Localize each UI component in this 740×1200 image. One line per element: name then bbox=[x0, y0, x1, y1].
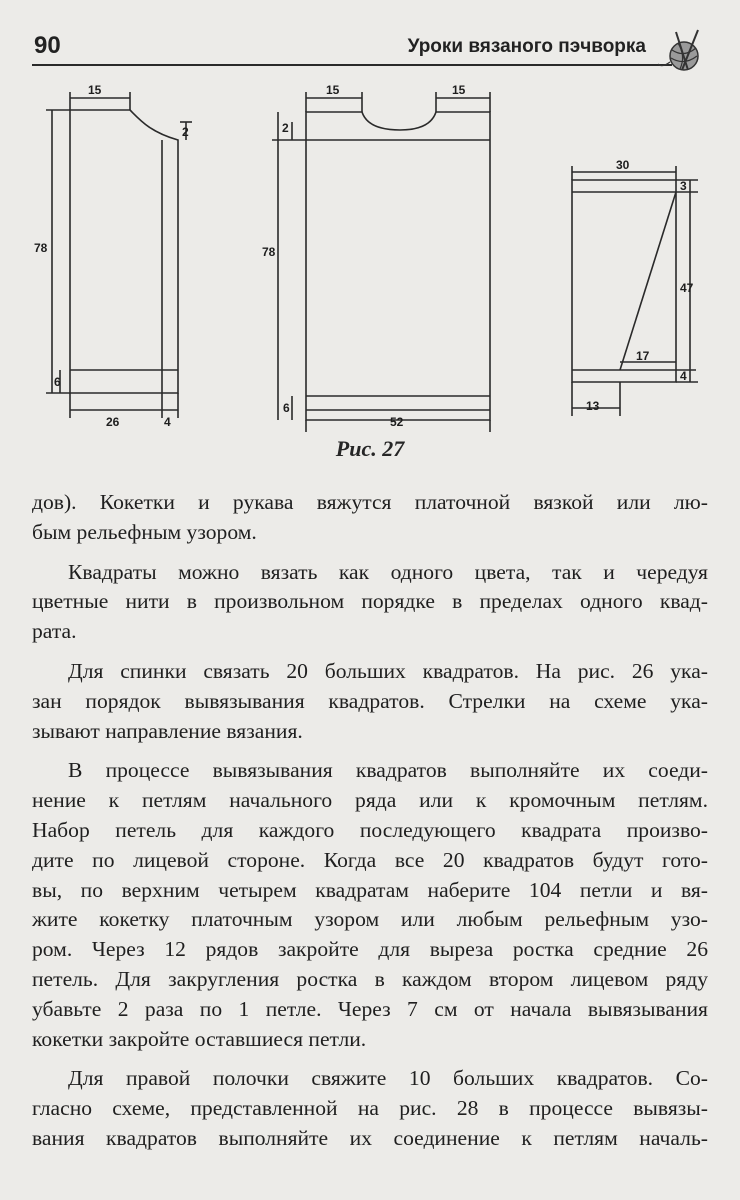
paragraph bbox=[32, 558, 708, 647]
text-line: вания квадратов выполняйте их соединение к петлям началь- bbox=[32, 1125, 708, 1150]
dim-left-height: 78 bbox=[34, 241, 48, 255]
dim-middle-width-bottom: 52 bbox=[390, 415, 404, 429]
text-line: зывают направление вязания. bbox=[32, 718, 303, 743]
text-line: ром. Через 12 рядов закройте для выреза ростка средние 26 bbox=[32, 937, 708, 962]
dim-sleeve-cuff-band: 4 bbox=[680, 369, 687, 383]
text-line: нение к петлям начального ряда или к кромочным петлям. bbox=[32, 788, 708, 813]
paragraph bbox=[32, 657, 708, 746]
text-line: цветные нити в произвольном порядке в пределах одного квад- bbox=[32, 589, 708, 614]
dim-sleeve-top-band: 3 bbox=[680, 179, 687, 193]
dim-left-width-bottom: 26 bbox=[106, 415, 120, 429]
page-number: 90 bbox=[34, 32, 61, 59]
dim-sleeve-width-top: 30 bbox=[616, 158, 630, 172]
dim-left-band: 4 bbox=[164, 415, 171, 429]
dim-middle-hem: 6 bbox=[283, 401, 290, 415]
dim-middle-neck: 2 bbox=[282, 121, 289, 135]
header-rule bbox=[32, 64, 672, 66]
text-line: жите кокетку платочным узором или любым рельефным узо- bbox=[32, 907, 708, 932]
text-line: вы, по верхним четырем квадратам наберите 104 петли и вя- bbox=[32, 877, 708, 902]
dim-left-width-top: 15 bbox=[88, 83, 102, 97]
text-line: гласно схеме, представленной на рис. 28 в процессе вывязы- bbox=[32, 1096, 708, 1121]
text-line: зан порядок вывязывания квадратов. Стрелки на схеме ука- bbox=[32, 688, 708, 713]
dim-left-neck: 2 bbox=[182, 125, 189, 139]
dim-middle-height: 78 bbox=[262, 245, 276, 259]
text-line: дов). Кокетки и рукава вяжутся платочной вязкой или лю- bbox=[32, 490, 708, 514]
text-line: рата. bbox=[32, 619, 77, 644]
dim-sleeve-cuff-offset: 17 bbox=[636, 349, 650, 363]
running-title: Уроки вязаного пэчворка bbox=[407, 36, 646, 57]
pattern-diagram bbox=[0, 80, 740, 470]
yarn-ball-icon bbox=[658, 28, 712, 76]
pattern-figure bbox=[0, 80, 740, 470]
text-line: дите по лицевой стороне. Когда все 20 квадратов будут гото- bbox=[32, 847, 708, 872]
page-header bbox=[32, 28, 712, 68]
dim-sleeve-width-bottom: 13 bbox=[586, 399, 600, 413]
dim-middle-shoulder-right: 15 bbox=[452, 83, 466, 97]
text-line: Для правой полочки свяжите 10 больших квадратов. Со- bbox=[68, 1066, 708, 1091]
text-line: Набор петель для каждого последующего квадрата произво- bbox=[32, 817, 708, 842]
text-line: петель. Для закругления ростка в каждом втором лицевом ряду bbox=[32, 966, 708, 991]
paragraph bbox=[32, 1064, 708, 1153]
paragraph bbox=[32, 488, 708, 548]
text-line: В процессе вывязывания квадратов выполняйте их соеди- bbox=[68, 758, 708, 783]
dim-sleeve-taper-height: 47 bbox=[680, 281, 694, 295]
text-line: убавьте 2 раза по 1 петле. Через 7 см от начала вывязывания bbox=[32, 996, 708, 1021]
dim-middle-shoulder-left: 15 bbox=[326, 83, 340, 97]
text-line: Квадраты можно вязать как одного цвета, так и чередуя bbox=[68, 559, 708, 584]
figure-caption: Рис. 27 bbox=[335, 436, 405, 461]
panel-sleeve-outline bbox=[572, 180, 676, 382]
body-text bbox=[32, 488, 708, 1154]
panel-middle-outline bbox=[306, 112, 490, 420]
text-line: Для спинки связать 20 больших квадратов. На рис. 26 ука- bbox=[68, 658, 708, 683]
dim-left-hem: 6 bbox=[54, 375, 61, 389]
text-line: кокетки закройте оставшиеся петли. bbox=[32, 1026, 367, 1051]
paragraph bbox=[32, 756, 708, 1054]
text-line: бым рельефным узором. bbox=[32, 519, 257, 544]
